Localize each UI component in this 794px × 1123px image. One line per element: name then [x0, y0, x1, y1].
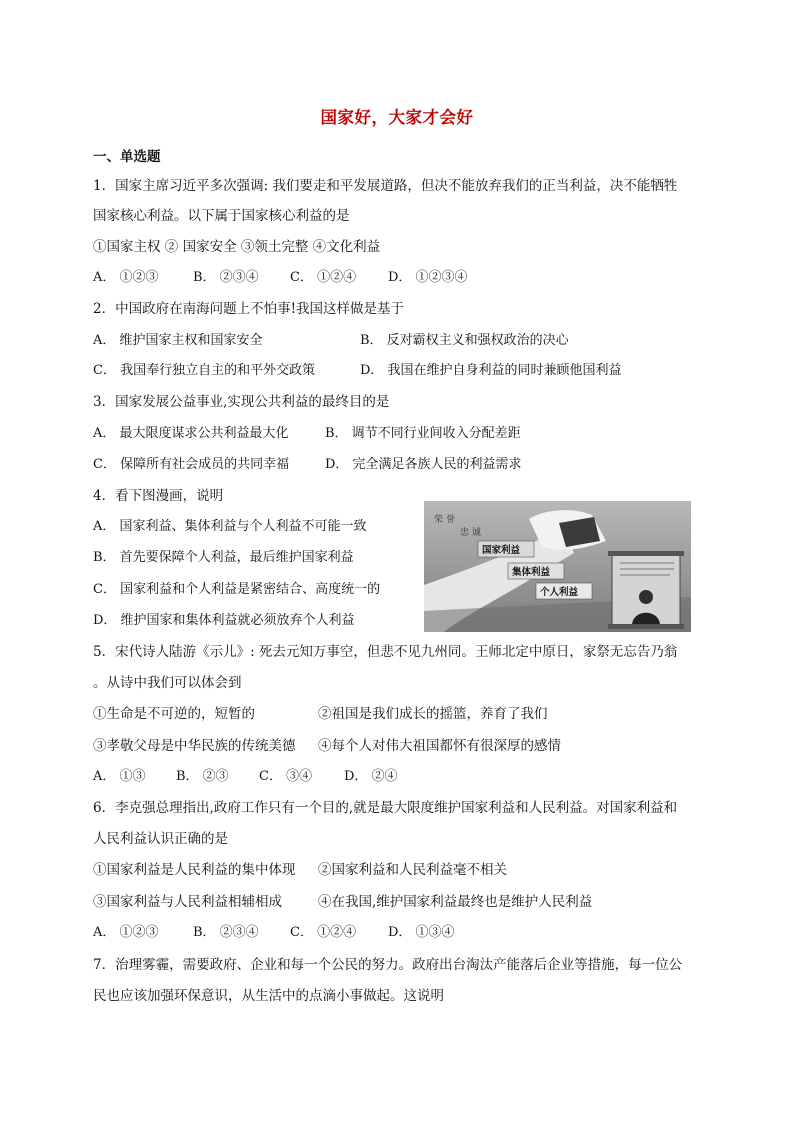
- q6-option-c: C． ①②④: [290, 925, 357, 940]
- q6-option-d: D． ①③④: [388, 925, 455, 940]
- q6-option-a: A． ①②③: [93, 925, 159, 940]
- cartoon-word-loyalty: 忠 诚: [460, 528, 481, 538]
- section-heading: 一、单选题: [93, 149, 161, 165]
- cartoon-image: [424, 501, 691, 632]
- q7-stem-line2: 民也应该加强环保意识，从生活中的点滴小事做起。这说明: [93, 988, 444, 1004]
- q6-option-b: B． ②③④: [193, 925, 259, 940]
- q3-option-d: D． 完全满足各族人民的利益需求: [325, 457, 522, 472]
- q5-option-b: B． ②③: [176, 769, 229, 784]
- q6-stem-line2: 人民利益认识正确的是: [93, 831, 228, 847]
- q4-option-a: A． 国家利益、集体利益与个人利益不可能一致: [93, 519, 367, 534]
- q4-stem: 4．看下图漫画，说明: [93, 488, 224, 504]
- q6-item-3: ③国家利益与人民利益相辅相成: [93, 894, 282, 910]
- q5-stem-line2: 。从诗中我们可以体会到: [93, 675, 242, 691]
- q2-option-d: D． 我国在维护自身利益的同时兼顾他国利益: [360, 363, 622, 378]
- cartoon-word-national-interest: 国家利益: [482, 545, 521, 556]
- q1-stem-line2: 国家核心利益。以下属于国家核心利益的是: [93, 208, 350, 224]
- q2-stem: 2．中国政府在南海问题上不怕事!我国这样做是基于: [93, 301, 405, 317]
- q3-stem: 3．国家发展公益事业,实现公共利益的最终目的是: [93, 394, 390, 410]
- page-title: 国家好，大家才会好: [320, 108, 474, 127]
- q7-stem-line1: 7．治理雾霾，需要政府、企业和每一个公民的努力。政府出台淘汰产能落后企业等措施，每一位公: [93, 957, 683, 973]
- q5-option-c: C． ③④: [259, 769, 313, 784]
- q2-option-b: B． 反对霸权主义和强权政治的决心: [360, 333, 569, 348]
- q4-option-c: C． 国家利益和个人利益是紧密结合、高度统一的: [93, 582, 381, 597]
- q6-item-4: ④在我国,维护国家利益最终也是维护人民利益: [318, 894, 593, 910]
- cartoon-word-collective-interest: 集体利益: [512, 567, 551, 578]
- q4-option-b: B． 首先要保障个人利益，最后维护国家利益: [93, 550, 354, 565]
- q1-items: ①国家主权 ② 国家安全 ③领土完整 ④文化利益: [93, 239, 381, 255]
- q1-option-c: C． ①②④: [290, 270, 357, 285]
- q5-item-1: ①生命是不可逆的，短暂的: [93, 706, 255, 722]
- cartoon-word-honor: 荣 誉: [434, 515, 455, 525]
- q5-option-a: A． ①③: [93, 769, 146, 784]
- q5-item-2: ②祖国是我们成长的摇篮，养育了我们: [318, 706, 548, 722]
- q4-option-d: D． 维护国家和集体利益就必须放弃个人利益: [93, 613, 355, 628]
- q1-option-a: A． ①②③: [93, 270, 159, 285]
- q6-stem-line1: 6．李克强总理指出,政府工作只有一个目的,就是最大限度维护国家利益和人民利益。对国家利益和: [93, 800, 678, 816]
- q3-option-a: A． 最大限度谋求公共利益最大化: [93, 426, 289, 441]
- q5-item-3: ③孝敬父母是中华民族的传统美德: [93, 738, 296, 754]
- q5-option-d: D． ②④: [344, 769, 398, 784]
- q5-stem-line1: 5．宋代诗人陆游《示儿》: 死去元知万事空，但悲不见九州同。王师北定中原日，家祭无忘告乃翁: [93, 644, 678, 660]
- q1-option-d: D． ①②③④: [388, 270, 468, 285]
- q6-item-1: ①国家利益是人民利益的集中体现: [93, 862, 296, 878]
- q1-stem-line1: 1．国家主席习近平多次强调: 我们要走和平发展道路，但决不能放弃我们的正当利益，决不能牺牲: [93, 178, 678, 194]
- q1-option-b: B． ②③④: [193, 270, 259, 285]
- q3-option-c: C． 保障所有社会成员的共同幸福: [93, 457, 290, 472]
- q2-option-a: A． 维护国家主权和国家安全: [93, 333, 263, 348]
- q3-option-b: B． 调节不同行业间收入分配差距: [325, 426, 521, 441]
- q5-item-4: ④每个人对伟大祖国都怀有很深厚的感情: [318, 738, 561, 754]
- q6-item-2: ②国家利益和人民利益毫不相关: [318, 862, 507, 878]
- cartoon-drawing: [424, 501, 691, 632]
- cartoon-word-personal-interest: 个人利益: [540, 587, 579, 598]
- q2-option-c: C． 我国奉行独立自主的和平外交政策: [93, 363, 316, 378]
